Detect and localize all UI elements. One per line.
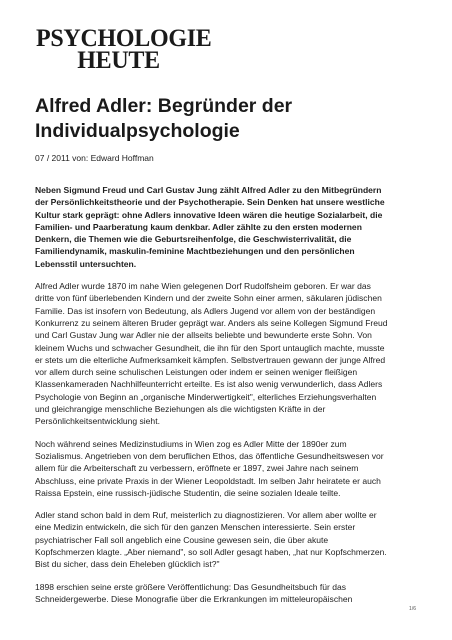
text-line: Bist du sicher, dass dein Eheleben glücklich ist?" <box>35 559 220 570</box>
lead-paragraph <box>35 184 421 270</box>
text-line: Raissa Epstein, eine russisch-jüdische Studentin, die seine sozialen Ideale teilte. <box>35 487 341 498</box>
page-number: 1/6 <box>409 606 416 612</box>
text-line: Kopfschmerzen klagte. „Aber niemand", so soll Adler gesagt haben, „hat nur Kopfschmerzen. <box>35 547 387 558</box>
text-line: Denkern, die Themen wie die Geburtsreihenfolge, die Geschwisterrivalität, die <box>35 234 352 245</box>
text-line: Lebensstil untersuchten. <box>35 258 137 269</box>
text-line: Schneidergewerbe. Diese Monografie über die Erkrankungen im mitteleuropäischen <box>35 593 353 604</box>
text-line: Familien- und Paarberatung kaum denkbar. Adler zählte zu den ersten modernen <box>35 221 362 232</box>
body-paragraph <box>35 438 421 499</box>
article-body <box>35 184 421 615</box>
text-line: Adler stand schon bald in dem Ruf, meisterlich zu diagnostizieren. Vor allem aber wollte er <box>35 510 377 521</box>
text-line: Konkurrenz zu seinem älteren Bruder geprägt war. Anders als seine Kollegen Sigmund Freud <box>35 317 388 328</box>
logo-line-2: HEUTE <box>77 47 160 74</box>
text-line: Familie. Das ist insofern von Bedeutung, als Adlers Jugend vor allem von der beständigen <box>35 305 376 316</box>
text-line: und gleichrangige menschliche Beziehungen als die wichtigsten Kräfte in der <box>35 404 326 415</box>
logo-line-1: PSYCHOLOGIE <box>36 25 212 52</box>
text-line: Abschluss, eine private Praxis in der Wiener Leopoldstadt. Im selben Jahr heiratete er auch <box>35 475 381 486</box>
article-meta: 07 / 2011 von: Edward Hoffman <box>35 153 154 163</box>
psychologie-heute-logo <box>36 25 219 74</box>
body-paragraph <box>35 280 421 428</box>
text-line: Psychologie von Beginn an „organische Minderwertigkeit", elterliches Erziehungsverhalten <box>35 391 377 402</box>
text-line: 1898 erschien seine erste größere Veröffentlichung: Das Gesundheitsbuch für das <box>35 581 347 592</box>
text-line: psychiatrischer Fall soll angeblich eine Cousine gewesen sein, die über akute <box>35 534 329 545</box>
text-line: kleinem Wuchs und schwacher Gesundheit, die ihn für den Sport untauglich machte, musste <box>35 342 385 353</box>
text-line: Noch während seines Medizinstudiums in Wien zog es Adler Mitte der 1890er zum <box>35 438 347 449</box>
text-line: Neben Sigmund Freud und Carl Gustav Jung zählt Alfred Adler zu den Mitbegründern <box>35 185 382 195</box>
text-line: Klassenkameraden Nachhilfeunterricht erteilte. Es ist also wenig verwunderlich, dass Adlers <box>35 379 383 390</box>
text-line: Persönlichkeitsentwicklung sieht. <box>35 416 160 427</box>
text-line: Familiendynamik, maskulin-feminine Machtbeziehungen und den persönlichen <box>35 246 355 257</box>
text-line: allem für die Arbeiterschaft zu verbessern, eröffnete er 1897, zwei Jahre nach seinem <box>35 463 359 474</box>
body-paragraph <box>35 581 421 606</box>
text-line: vor allem durch seine schulischen Leistungen oder indem er seinen weniger fleißigen <box>35 367 358 378</box>
text-line: Alfred Adler wurde 1870 im nahe Wien gelegenen Dorf Rudolfsheim geboren. Er war das <box>35 281 371 292</box>
text-line: der Persönlichkeitstheorie und der Psychotherapie. Sein Denken hat unsere westliche <box>35 197 385 208</box>
article-title: Alfred Adler: Begründer der Individualpsychologie <box>35 95 293 142</box>
text-line: Kultur stark geprägt: ohne Adlers innovative Ideen wären die heutige Sozialarbeit, die <box>35 209 383 220</box>
text-line: Sozialismus. Angetrieben von dem beruflichen Ethos, das öffentliche Gesundheitswesen vor <box>35 450 384 461</box>
text-line: er stets um die elterliche Aufmerksamkeit kämpfen. Selbstvertrauen gewann der junge Alfred <box>35 354 386 365</box>
text-line: und Carl Gustav Jung war Adler nie der allseits beliebte und bewunderte erste Sohn. Von <box>35 330 372 341</box>
text-line: dritte von fünf überlebenden Kindern und der zweite Sohn einer armen, säkularen jüdischen <box>35 293 382 304</box>
text-line: eine Medizin entwickeln, die sich für den ganzen Menschen interessierte. Sein erster <box>35 522 356 533</box>
body-paragraph <box>35 509 421 570</box>
